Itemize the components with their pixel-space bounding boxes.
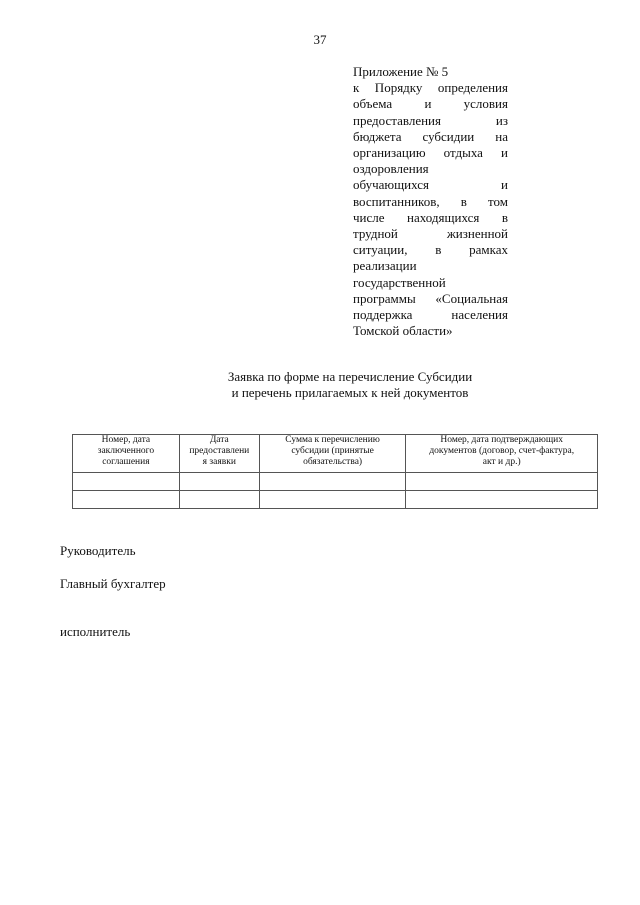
table-cell	[73, 491, 180, 509]
form-title-line: и перечень прилагаемых к ней документов	[231, 385, 469, 400]
page-number: 37	[313, 32, 327, 47]
header-transfer-amount: Сумма к перечислению субсидии (принятые обязательства)	[259, 435, 406, 473]
appendix-line: воспитанников, в том	[353, 193, 508, 209]
table-header-row	[73, 435, 598, 473]
header-agreement-number: Номер, дата заключенного соглашения	[73, 435, 180, 473]
appendix-line: государственной	[353, 274, 446, 290]
appendix-line: организацию отдыха и	[353, 145, 508, 161]
appendix-line: программы «Социальная	[353, 290, 508, 306]
table-cell	[259, 491, 406, 509]
appendix-line: числе находящихся в	[353, 209, 508, 225]
appendix-line: обучающихся и	[353, 177, 508, 193]
table-cell	[406, 491, 598, 509]
header-request-date: Дата предоставлени я заявки	[179, 435, 259, 473]
table-cell	[259, 473, 406, 491]
appendix-line: Приложение № 5	[353, 64, 449, 79]
documents-table	[72, 434, 598, 509]
appendix-reference	[353, 64, 508, 339]
appendix-line: Томской области»	[353, 323, 453, 339]
signature-chief-accountant-label: Главный бухгалтер	[60, 576, 166, 591]
appendix-line: поддержка населения	[353, 307, 508, 323]
appendix-line: к Порядку определения	[353, 80, 508, 96]
appendix-line: предоставления из	[353, 112, 508, 128]
appendix-line: бюджета субсидии на	[353, 128, 508, 144]
signature-head-label: Руководитель	[60, 543, 136, 558]
header-supporting-documents: Номер, дата подтверждающих документов (договор, счет-фактура, акт и др.)	[406, 435, 598, 473]
table-cell	[73, 473, 180, 491]
appendix-line: объема и условия	[353, 96, 508, 112]
table-cell	[406, 473, 598, 491]
appendix-line: оздоровления	[353, 161, 429, 177]
table-cell	[179, 473, 259, 491]
appendix-line: трудной жизненной	[353, 226, 508, 242]
appendix-line: ситуации, в рамках	[353, 242, 508, 258]
appendix-line: реализации	[353, 258, 417, 274]
signature-executor-label: исполнитель	[60, 624, 131, 639]
form-title	[0, 369, 640, 401]
form-title-line: Заявка по форме на перечисление Субсидии	[227, 369, 473, 384]
table-row	[73, 473, 598, 491]
table-row	[73, 491, 598, 509]
table-cell	[179, 491, 259, 509]
